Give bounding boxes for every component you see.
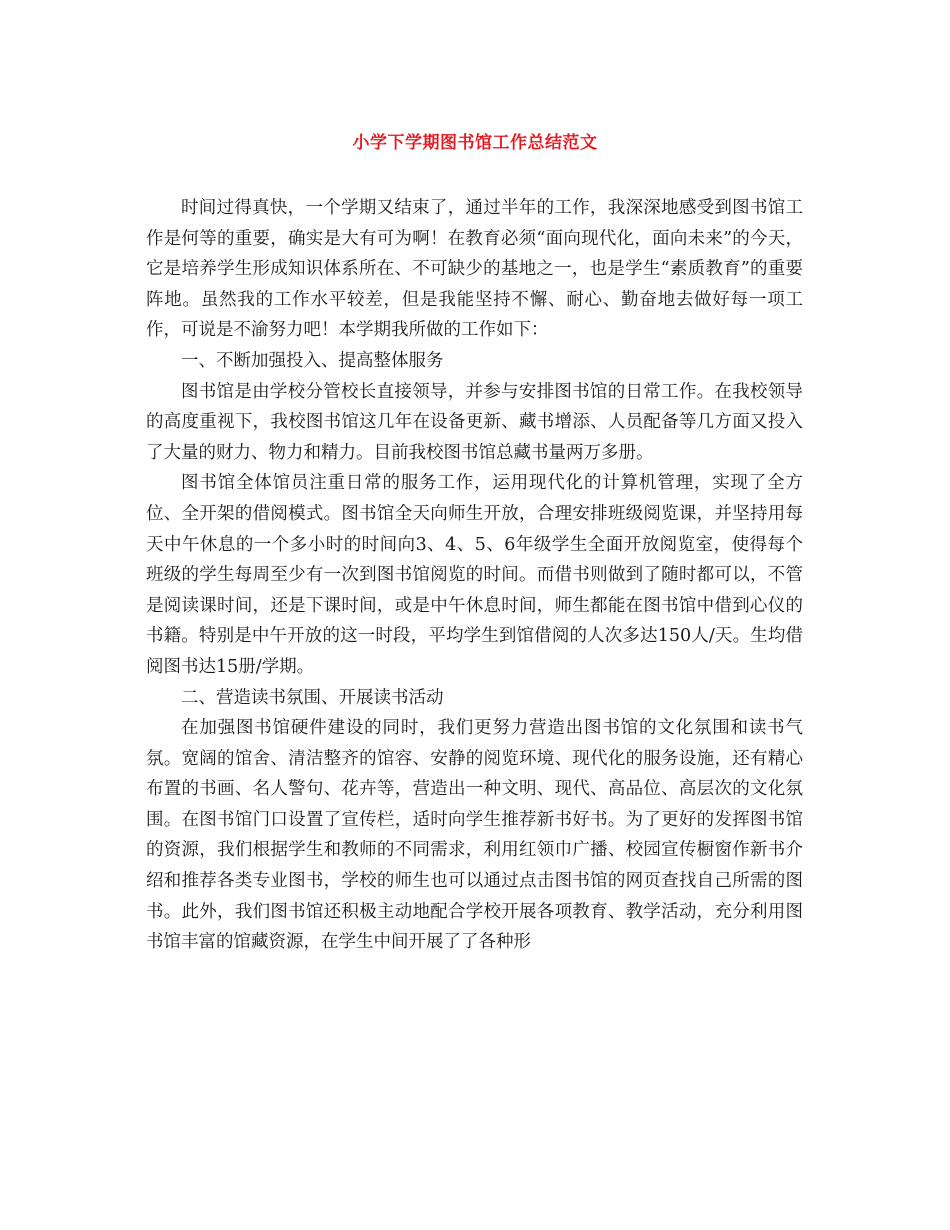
section-heading-2: 二、营造读书氛围、开展读书活动 (181, 687, 444, 708)
paragraph-atmosphere: 在加强图书馆硬件建设的同时，我们更努力营造出图书馆的文化氛围和读书气氛。宽阔的馆舍、清洁整齐的馆容、安静的阅览环境、现代化的服务设施，还有精心布置的书画、名人警句、花卉等，营造出一种文明、现代、高品位、高层次的文化氛围。在图书馆门口设置了宣传栏，适时向学生推荐新书好书。为了更好的发挥图书馆的资源，我们根据学生和教师的不同需求，利用红领巾广播、校园宣传橱窗作新书介绍和推荐各类专业图书，学校的师生也可以通过点击图书馆的网页查找自己所需的图书。此外，我们图书馆还积极主动地配合学校开展各项教育、教学活动，充分利用图书馆丰富的馆藏资源，在学生中间开展了了各种形 (146, 718, 803, 953)
paragraph-service: 图书馆全体馆员注重日常的服务工作，运用现代化的计算机管理，实现了全方位、全开架的借阅模式。图书馆全天向师生开放，合理安排班级阅览课，并坚持用每天中午休息的一个多小时的时间向3、4、5、6年级学生全面开放阅览室，使得每个班级的学生每周至少有一次到图书馆阅览的时间。而借书则做到了随时都可以，不管是阅读课时间，还是下课时间，或是中午休息时间，师生都能在图书馆中借到心仪的书籍。特别是中午开放的这一时段，平均学生到馆借阅的人次多达150人/天。生均借阅图书达15册/学期。 (146, 473, 803, 677)
paragraph-intro: 时间过得真快，一个学期又结束了，通过半年的工作，我深深地感受到图书馆工作是何等的重要，确实是大有可为啊！在教育必须“面向现代化，面向未来”的今天，它是培养学生形成知识体系所在、不可缺少的基地之一，也是学生“素质教育”的重要阵地。虽然我的工作水平较差，但是我能坚持不懈、耐心、勤奋地去做好每一项工作，可说是不渝努力吧！本学期我所做的工作如下： (146, 198, 803, 341)
paragraph-leadership: 图书馆是由学校分管校长直接领导，并参与安排图书馆的日常工作。在我校领导的高度重视下，我校图书馆这几年在设备更新、藏书增添、人员配备等几方面又投入了大量的财力、物力和精力。目前我校图书馆总藏书量两万多册。 (146, 381, 803, 463)
section-heading-1: 一、不断加强投入、提高整体服务 (181, 350, 444, 371)
document-title: 小学下学期图书馆工作总结范文 (352, 133, 598, 153)
document-body (146, 193, 803, 958)
